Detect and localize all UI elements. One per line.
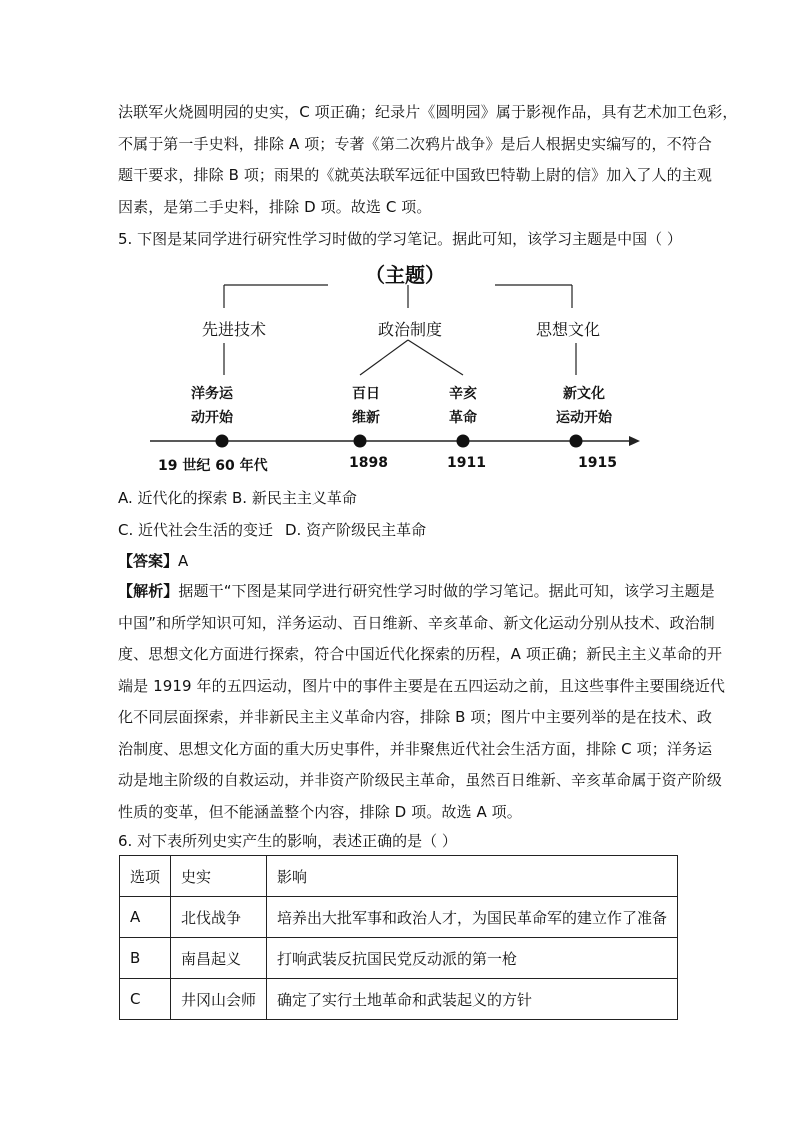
question-5-stem: 5. 下图是某同学进行研究性学习时做的学习笔记。据此可知，该学习主题是中国（ ） <box>118 230 682 248</box>
answer-tag: 【答案】 <box>118 552 179 570</box>
analysis-line: 度、思想文化方面进行探索，符合中国近代化探索的历程，A 项正确；新民主主义革命的开 <box>118 645 723 663</box>
event-label: 运动开始 <box>556 410 612 426</box>
diagram-title: （主题） <box>365 263 445 287</box>
header-cell: 史实 <box>171 856 267 897</box>
event-label: 革命 <box>449 410 477 426</box>
analysis-paragraph <box>118 576 726 828</box>
event-label: 新文化 <box>563 386 605 402</box>
study-notes-diagram <box>140 255 650 480</box>
analysis-line: 中国”和所学知识可知，洋务运动、百日维新、辛亥革命、新文化运动分别从技术、政治制 <box>118 613 715 632</box>
table-cell: B <box>120 938 171 979</box>
header-cell: 影响 <box>267 856 678 897</box>
table-cell: 北伐战争 <box>171 897 267 938</box>
table-cell: 确定了实行土地革命和武装起义的方针 <box>267 979 678 1020</box>
analysis-text: 据题干“下图是某同学进行研究性学习时做的学习笔记。据此可知，该学习主题是 <box>178 582 715 600</box>
intro-line: 题干要求，排除 B 项；雨果的《就英法联军远征中国致巴特勒上尉的信》加入了人的主观 <box>118 166 712 184</box>
header-cell: 选项 <box>120 856 171 897</box>
table-header-row <box>120 856 678 897</box>
table-cell: 井冈山会师 <box>171 979 267 1020</box>
timeline-dot <box>457 435 470 448</box>
table-cell: C <box>120 979 171 1020</box>
year-label: 1911 <box>447 455 486 471</box>
history-table <box>119 855 678 1020</box>
answer-line <box>118 550 188 571</box>
answer-value: A <box>178 552 189 570</box>
option-a: A. 近代化的探索 <box>118 489 228 507</box>
timeline-dot <box>570 435 583 448</box>
branch-politics: 政治制度 <box>377 320 443 339</box>
table-cell: 打响武装反抗国民党反动派的第一枪 <box>267 938 678 979</box>
option-d: D. 资产阶级民主革命 <box>285 521 427 539</box>
analysis-line: 端是 1919 年的五四运动，图片中的事件主要是在五四运动之前，且这些事件主要围绕近代 <box>118 676 726 695</box>
question-6-stem: 6. 对下表所列史实产生的影响，表述正确的是（ ） <box>118 832 457 850</box>
event-new-culture-movement <box>556 382 612 430</box>
event-xinhai-revolution <box>449 382 477 430</box>
analysis-line: 动是地主阶级的自救运动，并非资产阶级民主革命，虽然百日维新、辛亥革命属于资产阶级 <box>118 771 723 789</box>
year-label: 1915 <box>578 455 617 471</box>
event-westernization <box>191 382 233 430</box>
intro-line: 法联军火烧圆明园的史实，C 项正确；纪录片《圆明园》属于影视作品，具有艺术加工色彩， <box>118 103 738 121</box>
table-row <box>120 938 678 979</box>
event-label: 辛亥 <box>449 386 477 402</box>
event-hundred-days-reform <box>352 382 380 430</box>
timeline-dot <box>354 435 367 448</box>
option-c: C. 近代社会生活的变迁 <box>118 521 274 539</box>
analysis-line: 性质的变革，但不能涵盖整个内容，排除 D 项。故选 A 项。 <box>118 802 522 821</box>
table-cell: 培养出大批军事和政治人才，为国民革命军的建立作了准备 <box>267 897 678 938</box>
option-b: B. 新民主主义革命 <box>232 489 357 507</box>
table-cell: A <box>120 897 171 938</box>
table-row <box>120 897 678 938</box>
intro-line: 因素，是第二手史料，排除 D 项。故选 C 项。 <box>118 197 432 216</box>
event-label: 洋务运 <box>191 386 233 402</box>
table-cell: 南昌起义 <box>171 938 267 979</box>
diagram-lines <box>140 255 650 480</box>
analysis-tag: 【解析】 <box>118 582 179 600</box>
timeline-dot <box>216 435 229 448</box>
year-label: 1898 <box>349 455 388 471</box>
event-label: 维新 <box>352 410 380 426</box>
event-label: 动开始 <box>191 410 233 426</box>
branch-technology: 先进技术 <box>201 320 267 339</box>
branch-culture: 思想文化 <box>535 320 601 339</box>
analysis-line <box>118 576 715 608</box>
intro-paragraph <box>118 97 738 223</box>
table-row <box>120 979 678 1020</box>
event-label: 百日 <box>352 386 380 402</box>
year-label: 19 世纪 60 年代 <box>158 458 268 474</box>
analysis-line: 治制度、思想文化方面的重大历史事件，并非聚焦近代社会生活方面，排除 C 项；洋务运 <box>118 739 713 758</box>
intro-line: 不属于第一手史料，排除 A 项；专著《第二次鸦片战争》是后人根据史实编写的，不符合 <box>118 134 712 153</box>
analysis-line: 化不同层面探索，并非新民主主义革命内容，排除 B 项；图片中主要列举的是在技术、政 <box>118 708 712 726</box>
